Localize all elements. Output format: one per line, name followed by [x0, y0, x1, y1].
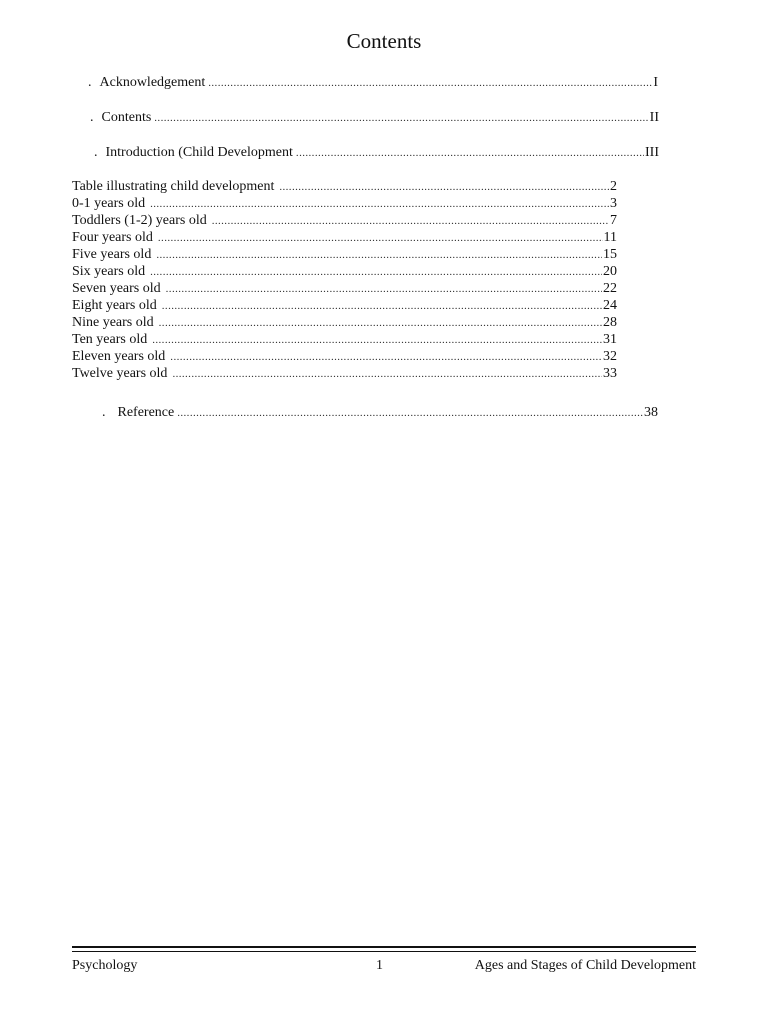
toc-entry-label: Introduction (Child Development	[105, 145, 293, 160]
dot-leader	[166, 281, 602, 297]
toc-entry-label: Twelve years old	[72, 366, 168, 381]
toc-entry[interactable]	[72, 365, 617, 382]
toc-bullet: .	[90, 110, 94, 125]
page-footer	[72, 957, 696, 975]
toc-entry-label: 0-1 years old	[72, 196, 146, 211]
toc-entry-page: 11	[603, 230, 617, 245]
page-title: Contents	[346, 29, 422, 53]
toc-list	[72, 178, 617, 382]
toc-entry-label: Six years old	[72, 264, 146, 279]
toc-bullet: .	[94, 145, 98, 160]
toc-entry-page: 28	[603, 315, 617, 330]
toc-entry[interactable]	[72, 195, 617, 212]
dot-leader	[162, 298, 602, 314]
toc-entry[interactable]	[72, 348, 617, 365]
toc-entry-page: 22	[603, 281, 617, 296]
dot-leader	[208, 75, 652, 91]
toc-entry[interactable]	[72, 331, 617, 348]
toc-entry[interactable]	[72, 263, 617, 280]
dot-leader	[152, 332, 602, 348]
toc-entry-label: Toddlers (1-2) years old	[72, 213, 207, 228]
toc-entry-page: III	[645, 145, 659, 160]
toc-entry-page: 7	[610, 213, 617, 228]
toc-entry-label: Acknowledgement	[99, 75, 206, 90]
footer-right-text: Ages and Stages of Child Development	[474, 958, 696, 973]
dot-leader	[159, 315, 602, 331]
toc-entry-label: Reference	[117, 405, 175, 420]
dot-leader	[154, 110, 648, 126]
toc-entry-page: II	[649, 110, 659, 125]
footer-rule-thin	[72, 951, 696, 952]
dot-leader	[158, 230, 603, 246]
toc-entry[interactable]	[72, 297, 617, 314]
footer-rule	[72, 946, 696, 948]
toc-entry-page: 2	[610, 179, 617, 194]
dot-leader	[177, 405, 643, 421]
toc-entry-acknowledgement[interactable]	[88, 74, 658, 91]
toc-bullet: .	[102, 405, 106, 420]
toc-entry-contents[interactable]	[90, 109, 659, 126]
toc-entry-reference[interactable]	[102, 404, 658, 421]
dot-leader	[212, 213, 609, 229]
toc-entry-page: 31	[603, 332, 617, 347]
footer-left-text: Psychology	[72, 958, 138, 973]
toc-entry[interactable]	[72, 246, 617, 263]
toc-entry-introduction[interactable]	[94, 144, 659, 161]
toc-entry-page: I	[653, 75, 658, 90]
toc-entry-label: Eleven years old	[72, 349, 166, 364]
toc-entry-label: Contents	[101, 110, 152, 125]
dot-leader	[172, 366, 602, 382]
toc-entry-label: Ten years old	[72, 332, 148, 347]
toc-entry[interactable]	[72, 229, 617, 246]
toc-entry-page: 32	[603, 349, 617, 364]
toc-entry-page: 20	[603, 264, 617, 279]
dot-leader	[150, 196, 609, 212]
toc-entry-page: 38	[644, 405, 658, 420]
toc-entry-page: 24	[603, 298, 617, 313]
toc-entry-page: 33	[603, 366, 617, 381]
dot-leader	[296, 145, 644, 161]
toc-entry-label: Table illustrating child development	[72, 179, 275, 194]
toc-entry-label: Five years old	[72, 247, 152, 262]
toc-entry-label: Seven years old	[72, 281, 161, 296]
footer-page-number: 1	[376, 958, 383, 973]
toc-entry[interactable]	[72, 178, 617, 195]
toc-entry-label: Eight years old	[72, 298, 157, 313]
dot-leader	[150, 264, 602, 280]
toc-entry[interactable]	[72, 212, 617, 229]
toc-entry-page: 3	[610, 196, 617, 211]
toc-entry-label: Four years old	[72, 230, 153, 245]
dot-leader	[156, 247, 602, 263]
dot-leader	[279, 179, 609, 195]
toc-entry[interactable]	[72, 314, 617, 331]
toc-entry-page: 15	[603, 247, 617, 262]
dot-leader	[170, 349, 602, 365]
toc-entry-label: Nine years old	[72, 315, 154, 330]
toc-bullet: .	[88, 75, 92, 90]
toc-entry[interactable]	[72, 280, 617, 297]
